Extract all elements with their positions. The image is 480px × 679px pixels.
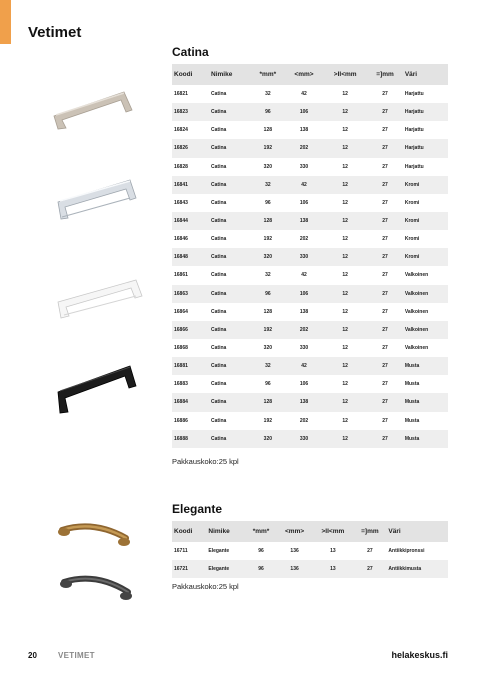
cell-height: 27 [367, 248, 403, 266]
cell-height: 27 [367, 303, 403, 321]
cell-name: Catina [209, 230, 251, 248]
cell-color: Kromi [403, 194, 448, 212]
table-row [172, 121, 448, 139]
cell-color: Kromi [403, 212, 448, 230]
cell-height: 27 [353, 560, 386, 578]
table-row [172, 158, 448, 176]
cell-width: 12 [323, 303, 367, 321]
cell-code: 16886 [172, 412, 209, 430]
cell-height: 27 [367, 357, 403, 375]
table-row [172, 212, 448, 230]
cell-length: 138 [285, 212, 323, 230]
cell-hole-spacing: 32 [251, 176, 285, 194]
table-header-row [172, 64, 448, 85]
cell-length: 202 [285, 412, 323, 430]
table-row [172, 285, 448, 303]
footer-section-label: VETIMET [58, 651, 95, 660]
cell-hole-spacing: 96 [245, 560, 277, 578]
page-title: Vetimet [28, 24, 82, 41]
header-color: Väri [403, 64, 448, 85]
cell-length: 136 [277, 560, 313, 578]
cell-color: Valkoinen [403, 321, 448, 339]
header-hole-spacing: *mm* [245, 521, 277, 542]
cell-color: Harjattu [403, 121, 448, 139]
cell-length: 42 [285, 85, 323, 103]
cell-code: 16861 [172, 266, 209, 284]
catina-spec-table [172, 64, 448, 448]
cell-hole-spacing: 96 [251, 285, 285, 303]
cell-height: 27 [367, 139, 403, 157]
cell-name: Catina [209, 339, 251, 357]
table-row [172, 375, 448, 393]
cell-code: 16868 [172, 339, 209, 357]
cell-hole-spacing: 192 [251, 230, 285, 248]
cell-color: Kromi [403, 248, 448, 266]
cell-color: Harjattu [403, 103, 448, 121]
cell-length: 330 [285, 248, 323, 266]
cell-color: Musta [403, 375, 448, 393]
cell-hole-spacing: 32 [251, 85, 285, 103]
cell-length: 106 [285, 375, 323, 393]
cell-code: 16866 [172, 321, 209, 339]
cell-width: 12 [323, 375, 367, 393]
cell-height: 27 [367, 158, 403, 176]
elegante-pack-size: Pakkauskoko:25 kpl [172, 582, 239, 591]
cell-width: 12 [323, 321, 367, 339]
cell-code: 16721 [172, 560, 206, 578]
cell-hole-spacing: 320 [251, 430, 285, 448]
table-row [172, 430, 448, 448]
header-code: Koodi [172, 521, 206, 542]
cell-name: Catina [209, 212, 251, 230]
catina-black-handle-image [52, 360, 144, 416]
table-row [172, 321, 448, 339]
cell-height: 27 [353, 542, 386, 560]
cell-hole-spacing: 32 [251, 357, 285, 375]
cell-code: 16711 [172, 542, 206, 560]
cell-length: 202 [285, 321, 323, 339]
elegante-section-title: Elegante [172, 502, 223, 516]
cell-code: 16844 [172, 212, 209, 230]
cell-height: 27 [367, 85, 403, 103]
cell-code: 16888 [172, 430, 209, 448]
cell-hole-spacing: 192 [251, 139, 285, 157]
cell-hole-spacing: 96 [245, 542, 277, 560]
cell-height: 27 [367, 266, 403, 284]
table-row [172, 248, 448, 266]
cell-code: 16824 [172, 121, 209, 139]
cell-name: Catina [209, 357, 251, 375]
table-row [172, 303, 448, 321]
cell-code: 16884 [172, 393, 209, 411]
cell-height: 27 [367, 176, 403, 194]
table-row [172, 542, 448, 560]
cell-length: 136 [277, 542, 313, 560]
cell-color: Harjattu [403, 158, 448, 176]
cell-hole-spacing: 128 [251, 121, 285, 139]
header-height: =]mm [367, 64, 403, 85]
cell-width: 12 [323, 212, 367, 230]
cell-width: 12 [323, 230, 367, 248]
header-width: >II<mm [323, 64, 367, 85]
cell-code: 16863 [172, 285, 209, 303]
table-header-row [172, 521, 448, 542]
cell-width: 12 [323, 103, 367, 121]
cell-name: Catina [209, 176, 251, 194]
table-row [172, 103, 448, 121]
table-row [172, 85, 448, 103]
cell-width: 12 [323, 430, 367, 448]
header-name: Nimike [209, 64, 251, 85]
cell-name: Catina [209, 121, 251, 139]
cell-name: Catina [209, 430, 251, 448]
cell-hole-spacing: 96 [251, 194, 285, 212]
cell-width: 12 [323, 285, 367, 303]
cell-length: 106 [285, 194, 323, 212]
cell-code: 16821 [172, 85, 209, 103]
elegante-spec-table [172, 521, 448, 578]
cell-length: 330 [285, 430, 323, 448]
cell-length: 330 [285, 158, 323, 176]
cell-height: 27 [367, 339, 403, 357]
cell-color: Valkoinen [403, 339, 448, 357]
table-row [172, 230, 448, 248]
cell-name: Catina [209, 285, 251, 303]
cell-name: Catina [209, 412, 251, 430]
cell-width: 13 [312, 560, 353, 578]
cell-color: Kromi [403, 230, 448, 248]
table-row [172, 176, 448, 194]
cell-length: 330 [285, 339, 323, 357]
cell-height: 27 [367, 321, 403, 339]
cell-width: 12 [323, 357, 367, 375]
table-row [172, 139, 448, 157]
header-length: <mm> [277, 521, 313, 542]
elegante-black-handle-image [58, 572, 134, 608]
cell-height: 27 [367, 103, 403, 121]
cell-name: Catina [209, 85, 251, 103]
cell-length: 138 [285, 121, 323, 139]
cell-height: 27 [367, 285, 403, 303]
cell-width: 12 [323, 194, 367, 212]
cell-name: Catina [209, 158, 251, 176]
cell-width: 12 [323, 139, 367, 157]
catina-pack-size: Pakkauskoko:25 kpl [172, 457, 239, 466]
cell-hole-spacing: 128 [251, 393, 285, 411]
table-row [172, 266, 448, 284]
cell-height: 27 [367, 194, 403, 212]
header-color: Väri [386, 521, 448, 542]
cell-length: 138 [285, 303, 323, 321]
cell-name: Catina [209, 139, 251, 157]
cell-width: 12 [323, 85, 367, 103]
cell-width: 12 [323, 121, 367, 139]
header-name: Nimike [206, 521, 245, 542]
cell-hole-spacing: 192 [251, 321, 285, 339]
elegante-bronze-handle-image [56, 520, 132, 554]
catina-table-body [172, 85, 448, 448]
cell-height: 27 [367, 430, 403, 448]
cell-color: Valkoinen [403, 266, 448, 284]
cell-height: 27 [367, 393, 403, 411]
cell-color: Harjattu [403, 85, 448, 103]
header-width: >II<mm [312, 521, 353, 542]
cell-color: Kromi [403, 176, 448, 194]
cell-length: 202 [285, 139, 323, 157]
cell-color: Musta [403, 357, 448, 375]
cell-width: 13 [312, 542, 353, 560]
header-height: =]mm [353, 521, 386, 542]
cell-name: Catina [209, 248, 251, 266]
cell-length: 42 [285, 357, 323, 375]
cell-code: 16843 [172, 194, 209, 212]
cell-length: 202 [285, 230, 323, 248]
cell-width: 12 [323, 248, 367, 266]
header-hole-spacing: *mm* [251, 64, 285, 85]
cell-height: 27 [367, 212, 403, 230]
cell-width: 12 [323, 412, 367, 430]
cell-name: Elegante [206, 542, 245, 560]
cell-width: 12 [323, 393, 367, 411]
table-row [172, 393, 448, 411]
cell-code: 16883 [172, 375, 209, 393]
cell-hole-spacing: 320 [251, 158, 285, 176]
cell-hole-spacing: 96 [251, 375, 285, 393]
table-row [172, 560, 448, 578]
cell-hole-spacing: 32 [251, 266, 285, 284]
cell-hole-spacing: 128 [251, 212, 285, 230]
page-number: 20 [28, 651, 37, 660]
cell-height: 27 [367, 121, 403, 139]
header-code: Koodi [172, 64, 209, 85]
table-row [172, 412, 448, 430]
cell-hole-spacing: 320 [251, 248, 285, 266]
cell-code: 16864 [172, 303, 209, 321]
cell-hole-spacing: 128 [251, 303, 285, 321]
cell-name: Catina [209, 194, 251, 212]
table-row [172, 339, 448, 357]
elegante-table-body [172, 542, 448, 578]
header-length: <mm> [285, 64, 323, 85]
cell-width: 12 [323, 266, 367, 284]
cell-height: 27 [367, 230, 403, 248]
cell-color: Valkoinen [403, 285, 448, 303]
table-row [172, 357, 448, 375]
cell-color: Valkoinen [403, 303, 448, 321]
cell-width: 12 [323, 176, 367, 194]
cell-code: 16823 [172, 103, 209, 121]
cell-length: 42 [285, 266, 323, 284]
cell-hole-spacing: 96 [251, 103, 285, 121]
cell-name: Catina [209, 375, 251, 393]
cell-name: Catina [209, 303, 251, 321]
cell-color: Musta [403, 412, 448, 430]
cell-color: Harjattu [403, 139, 448, 157]
cell-length: 106 [285, 285, 323, 303]
cell-name: Catina [209, 103, 251, 121]
cell-color: Musta [403, 430, 448, 448]
cell-hole-spacing: 320 [251, 339, 285, 357]
cell-color: Musta [403, 393, 448, 411]
cell-color: Antiikkimusta [386, 560, 448, 578]
cell-hole-spacing: 192 [251, 412, 285, 430]
cell-length: 138 [285, 393, 323, 411]
cell-name: Elegante [206, 560, 245, 578]
table-row [172, 194, 448, 212]
cell-width: 12 [323, 158, 367, 176]
cell-code: 16846 [172, 230, 209, 248]
cell-name: Catina [209, 393, 251, 411]
catina-white-handle-image [52, 272, 148, 322]
cell-code: 16848 [172, 248, 209, 266]
cell-name: Catina [209, 266, 251, 284]
footer-website: helakeskus.fi [391, 650, 448, 660]
cell-code: 16826 [172, 139, 209, 157]
catina-chrome-handle-image [52, 172, 144, 222]
cell-code: 16841 [172, 176, 209, 194]
cell-name: Catina [209, 321, 251, 339]
cell-height: 27 [367, 375, 403, 393]
catina-brushed-handle-image [48, 82, 140, 130]
cell-length: 42 [285, 176, 323, 194]
cell-code: 16881 [172, 357, 209, 375]
cell-length: 106 [285, 103, 323, 121]
catina-section-title: Catina [172, 45, 209, 59]
cell-height: 27 [367, 412, 403, 430]
cell-width: 12 [323, 339, 367, 357]
cell-code: 16828 [172, 158, 209, 176]
cell-color: Antiikkipronssi [386, 542, 448, 560]
accent-bar [0, 0, 11, 44]
